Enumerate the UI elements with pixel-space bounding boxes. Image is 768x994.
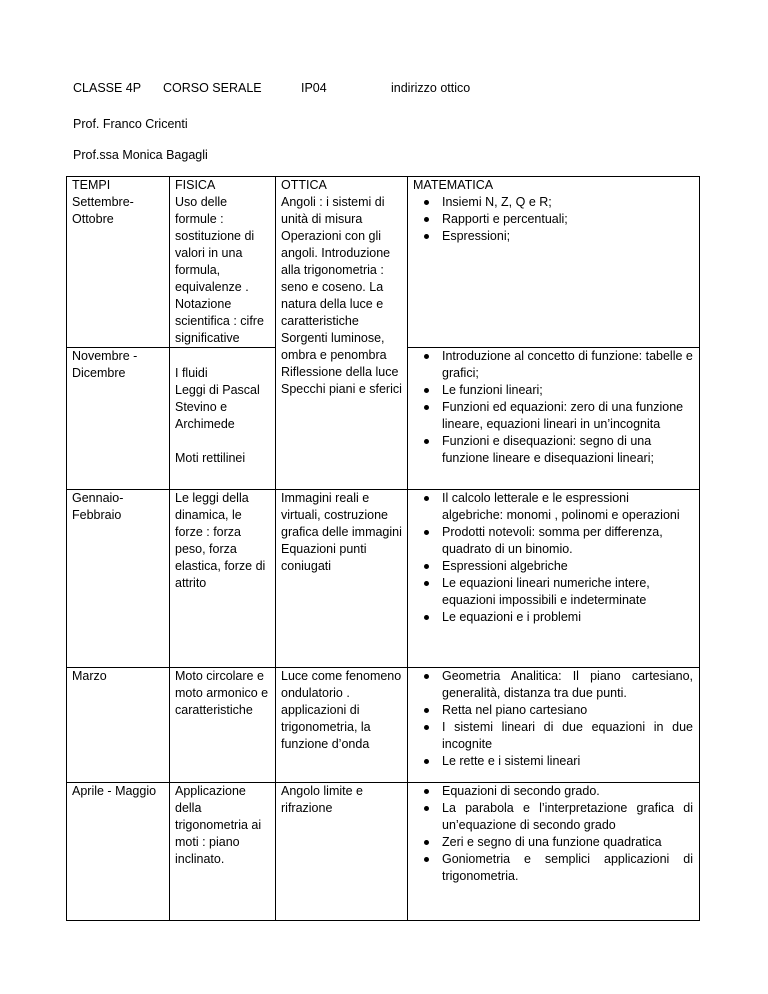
- list-item: La parabola e l’interpretazione grafica di un’equazione di secondo grado: [422, 800, 693, 834]
- ottica-topic: Immagini reali e virtuali, costruzione grafica delle immagini Equazioni punti coniugati: [281, 491, 402, 573]
- period-label: Settembre-Ottobre: [72, 195, 134, 226]
- period-label: Aprile - Maggio: [72, 784, 157, 798]
- math-topic-list: [422, 783, 693, 885]
- table-cell: [170, 668, 276, 783]
- list-item: Il calcolo letterale e le espressioni algebriche: monomi , polinomi e operazioni: [422, 490, 693, 524]
- table-cell: [408, 668, 700, 783]
- fisica-topic: Le leggi della dinamica, le forze : forza peso, forza elastica, forze di attrito: [175, 491, 266, 590]
- period-label: Marzo: [72, 669, 107, 683]
- math-topic-list: [422, 194, 693, 245]
- column-header-matematica: MATEMATICA: [413, 178, 494, 192]
- table-cell: [67, 490, 170, 668]
- column-header-fisica: FISICA: [175, 178, 216, 192]
- fisica-topic: Leggi di Pascal Stevino e Archimede: [175, 383, 260, 431]
- table-row: [67, 177, 700, 348]
- fisica-topic: Applicazione della trigonometria ai moti : piano inclinato.: [175, 784, 262, 866]
- course-track: indirizzo ottico: [391, 81, 471, 95]
- list-item: I sistemi lineari di due equazioni in due incognite: [422, 719, 693, 753]
- table-cell: [67, 348, 170, 490]
- list-item: Le equazioni e i problemi: [422, 609, 693, 626]
- class-label: CLASSE 4P: [73, 81, 142, 95]
- table-cell: [276, 668, 408, 783]
- list-item: Le funzioni lineari;: [422, 382, 693, 399]
- table-cell: [276, 177, 408, 490]
- table-cell: [276, 783, 408, 921]
- fisica-topic: I fluidi: [175, 366, 208, 380]
- ottica-topic: Luce come fenomeno ondulatorio . applicazioni di trigonometria, la funzione d’onda: [281, 669, 402, 751]
- table-cell: [67, 668, 170, 783]
- math-topic-list: [422, 348, 693, 467]
- period-label: Novembre -Dicembre: [72, 349, 138, 380]
- table-cell: [408, 783, 700, 921]
- fisica-topic: Moto circolare e moto armonico e caratteristiche: [175, 669, 269, 717]
- list-item: Rapporti e percentuali;: [422, 211, 693, 228]
- list-item: Le rette e i sistemi lineari: [422, 753, 693, 770]
- professor-name: Prof. Franco Cricenti: [73, 117, 188, 131]
- list-item: Goniometria e semplici applicazioni di trigonometria.: [422, 851, 693, 885]
- table-cell: [170, 177, 276, 348]
- ottica-topic: Sorgenti luminose, ombra e penombra Riflessione della luce Specchi piani e sferici: [281, 331, 402, 396]
- table-row: [67, 490, 700, 668]
- table-cell: [67, 783, 170, 921]
- table-cell: [170, 348, 276, 490]
- list-item: Espressioni;: [422, 228, 693, 245]
- list-item: Prodotti notevoli: somma per differenza, quadrato di un binomio.: [422, 524, 693, 558]
- list-item: Insiemi N, Z, Q e R;: [422, 194, 693, 211]
- list-item: Introduzione al concetto di funzione: tabelle e grafici;: [422, 348, 693, 382]
- list-item: Le equazioni lineari numeriche intere, equazioni impossibili e indeterminate: [422, 575, 693, 609]
- professor-name: Prof.ssa Monica Bagagli: [73, 148, 208, 162]
- table-cell: [170, 490, 276, 668]
- fisica-topic: Moti rettilinei: [175, 451, 246, 465]
- ottica-topic: Angolo limite e rifrazione: [281, 784, 363, 815]
- list-item: Geometria Analitica: Il piano cartesiano, generalità, distanza tra due punti.: [422, 668, 693, 702]
- table-cell: [408, 177, 700, 348]
- table-row: [67, 668, 700, 783]
- period-label: Gennaio- Febbraio: [72, 491, 124, 522]
- table-cell: [276, 490, 408, 668]
- course-label: CORSO SERALE: [163, 81, 262, 95]
- table-cell: [170, 783, 276, 921]
- list-item: Zeri e segno di una funzione quadratica: [422, 834, 693, 851]
- math-topic-list: [422, 490, 693, 626]
- list-item: Retta nel piano cartesiano: [422, 702, 693, 719]
- list-item: Equazioni di secondo grado.: [422, 783, 693, 800]
- column-header-tempi: TEMPI: [72, 178, 111, 192]
- list-item: Funzioni ed equazioni: zero di una funzione lineare, equazioni lineari in un’incognita: [422, 399, 693, 433]
- ottica-topic: Angoli : i sistemi di unità di misura Operazioni con gli angoli. Introduzione alla trigonometria : seno e coseno. La natura della luce e caratteristiche: [281, 195, 391, 328]
- table-cell: [408, 490, 700, 668]
- table-row: [67, 783, 700, 921]
- syllabus-table: [66, 176, 700, 921]
- column-header-ottica: OTTICA: [281, 178, 327, 192]
- table-cell: [408, 348, 700, 490]
- fisica-topic: Uso delle formule : sostituzione di valori in una formula, equivalenze . Notazione scientifica : cifre significative: [175, 195, 264, 345]
- table-cell: [67, 177, 170, 348]
- math-topic-list: [422, 668, 693, 770]
- list-item: Funzioni e disequazioni: segno di una funzione lineare e disequazioni lineari;: [422, 433, 693, 467]
- list-item: Espressioni algebriche: [422, 558, 693, 575]
- course-code: IP04: [301, 81, 327, 95]
